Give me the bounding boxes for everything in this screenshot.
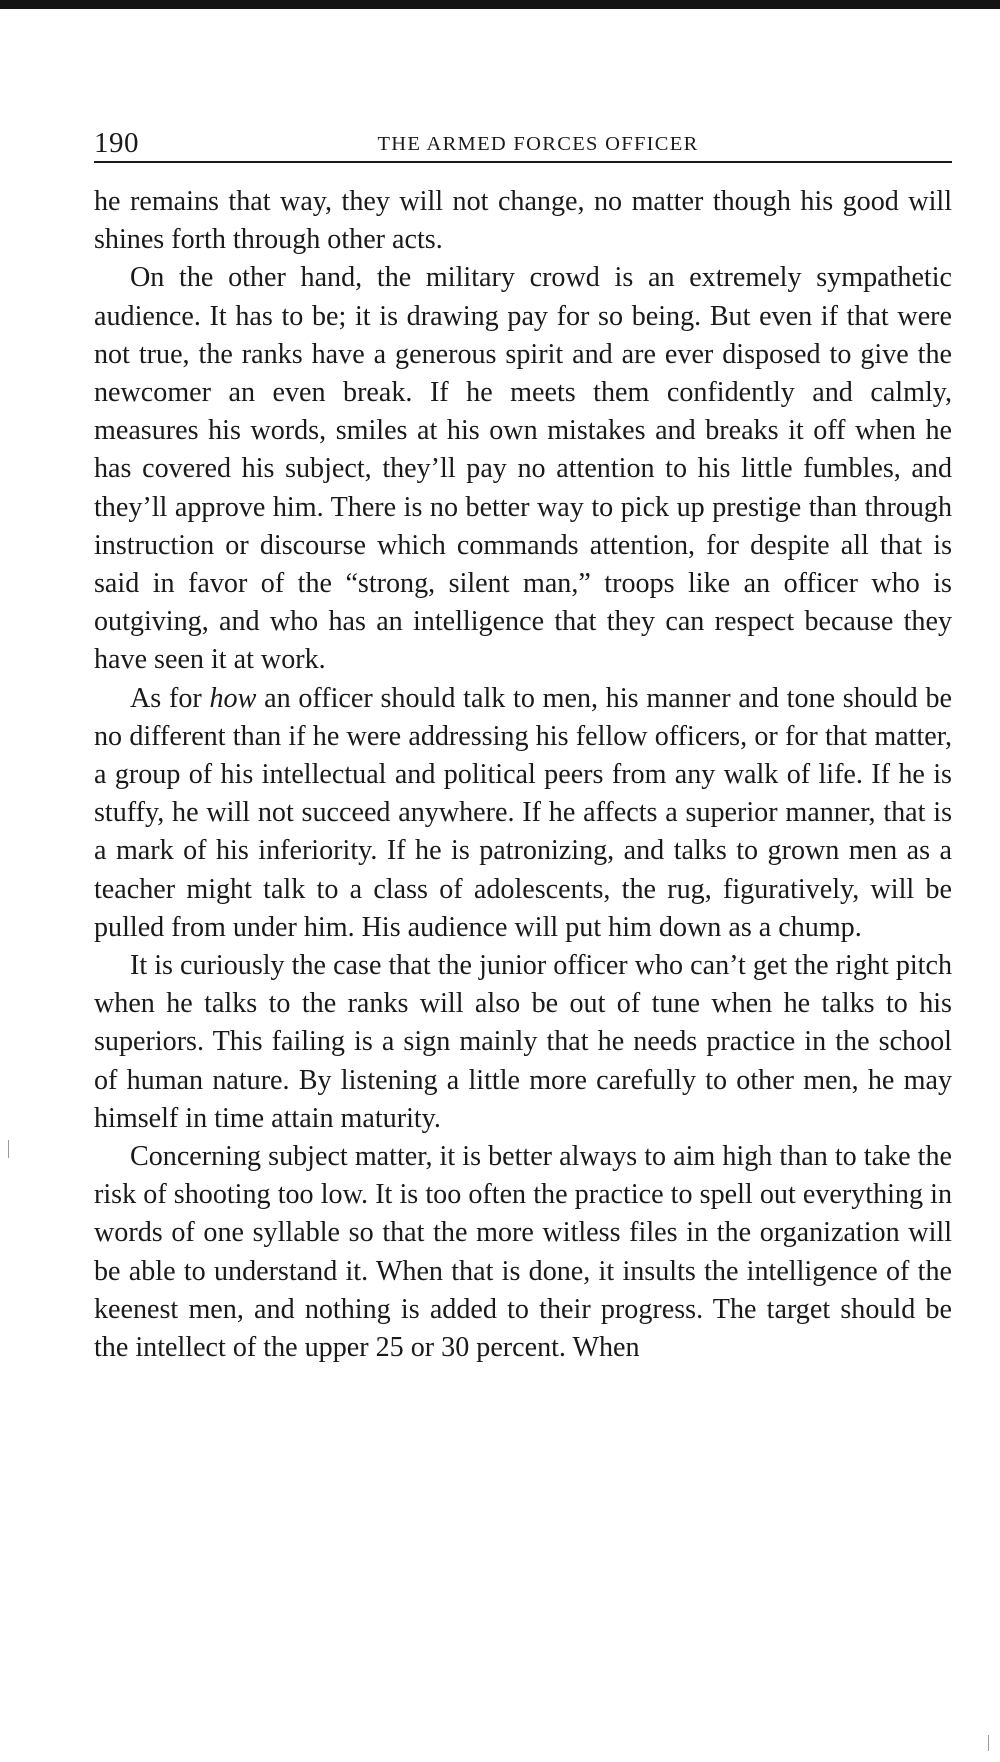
header-rule [94, 161, 952, 163]
scan-top-edge [0, 0, 1000, 9]
running-head: THE ARMED FORCES OFFICER [377, 133, 699, 155]
paragraph-how-to-talk-rest: an officer should talk to men, his manner and tone should be no different than if he were addressing his fellow officers, or for that matter, a group of his intellectual and political peers from any walk of life. If he is stuffy, he will not succeed anywhere. If he affects a superior manner, that is a mark of his inferiority. If he is patronizing, and talks to grown men as a teacher might talk to a class of adolescents, the rug, figuratively, will be pulled from under him. His audience will put him down as a chump. [94, 682, 952, 943]
paragraph-sympathetic-audience: On the other hand, the military crowd is an extremely sympathetic audience. It has to be; it is drawing pay for so being. But even if that were not true, the ranks have a generous spirit and are ever disposed to give the newcomer an even break. If he meets them confidently and calmly, measures his words, smiles at his own mistakes and breaks it off when he has covered his subject, they’ll pay no attention to his little fumbles, and they’ll approve him. There is no better way to pick up prestige than through instruction or discourse which commands attention, for despite all that is said in favor of the “strong, silent man,” troops like an officer who is outgiving, and who has an intelligence that they can respect because they have seen it at work. [94, 262, 952, 676]
paragraph-how-to-talk [94, 680, 952, 947]
scan-margin-mark [8, 1140, 9, 1158]
body-text [94, 183, 952, 1367]
paragraph-subject-matter: Concerning subject matter, it is better always to aim high than to take the risk of shooting too low. It is too often the practice to spell out everything in words of one syllable so that the more witless files in the organization will be able to understand it. When that is done, it insults the intelligence of the keenest men, and nothing is added to their progress. The target should be the intellect of the upper 25 or 30 percent. When [94, 1141, 952, 1364]
page-header [94, 126, 952, 160]
paragraph-right-pitch: It is curiously the case that the junior officer who can’t get the right pitch when he talks to the ranks will also be out of tune when he talks to his superiors. This failing is a sign mainly that he needs practice in the school of human nature. By listening a little more carefully to other men, he may himself in time attain maturity. [94, 950, 952, 1134]
paragraph-how-to-talk-lead: As for [130, 682, 210, 714]
scan-margin-mark-right [988, 1735, 989, 1751]
paragraph-continued: he remains that way, they will not change, no matter though his good will shines forth through other acts. [94, 186, 952, 256]
page-number: 190 [94, 127, 139, 159]
emphasis-how: how [209, 682, 257, 714]
